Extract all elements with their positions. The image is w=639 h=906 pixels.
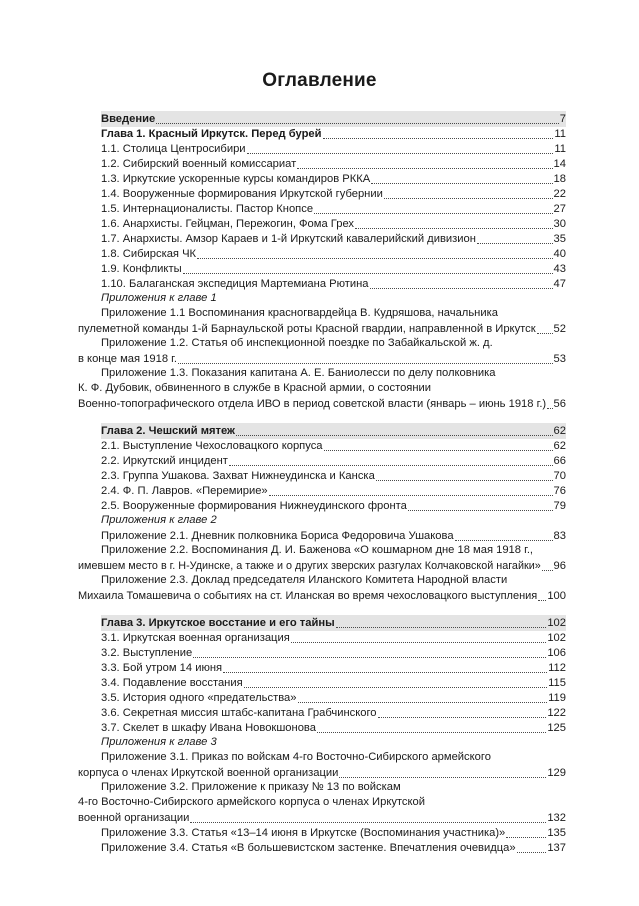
dot-leader <box>371 172 552 187</box>
dot-leader <box>291 631 547 646</box>
toc-page-number: 52 <box>553 323 566 335</box>
toc-entry <box>101 660 566 676</box>
toc-entry <box>101 453 566 469</box>
toc-entry-title: Приложение 2.2. Воспоминания Д. И. Баженова «О кошмарном дне 18 мая 1918 г., <box>101 544 534 556</box>
toc-entry-title: Приложение 3.1. Приказ по войскам 4-го Восточно-Сибирского армейского <box>101 751 491 763</box>
dot-leader <box>542 559 553 574</box>
toc-page-number: 135 <box>547 827 566 839</box>
toc-entry-title: 2.5. Вооруженные формирования Нижнеудинского фронта <box>101 500 407 512</box>
toc-page-number: 102 <box>547 617 566 629</box>
dot-leader <box>324 439 553 454</box>
dot-leader <box>223 661 547 676</box>
toc-entry <box>0 543 639 559</box>
toc-entry <box>101 141 566 157</box>
toc-entry-title: Приложение 3.4. Статья «В большевистском застенке. Впечатления очевидца» <box>101 842 516 854</box>
toc-entry <box>78 321 566 337</box>
dot-leader <box>156 112 559 127</box>
dot-leader <box>355 217 553 232</box>
toc-entry <box>0 573 639 589</box>
toc-page-number: 22 <box>553 188 566 200</box>
dot-leader <box>314 202 552 217</box>
dot-leader <box>244 676 547 691</box>
toc-entry <box>101 246 566 262</box>
toc-entry <box>101 468 566 484</box>
toc-page-number: 100 <box>547 590 566 602</box>
dot-leader <box>236 424 553 439</box>
dot-leader <box>193 646 546 661</box>
toc-page-number: 83 <box>553 530 566 542</box>
dot-leader <box>178 352 553 367</box>
toc-page-number: 132 <box>547 812 566 824</box>
toc-entry <box>0 306 639 322</box>
toc-entry-title: Глава 3. Иркутское восстание и его тайны <box>101 617 335 629</box>
toc-entry <box>101 216 566 232</box>
toc-entry <box>101 483 566 499</box>
toc-page-number: 125 <box>547 722 566 734</box>
toc-entry-title: Приложение 3.2. Приложение к приказу № 13 по войскам <box>101 781 401 793</box>
toc-entry-title: Приложение 2.1. Дневник полковника Бориса Федоровича Ушакова <box>101 530 454 542</box>
toc-page-number: 70 <box>553 470 566 482</box>
toc-page-number: 40 <box>553 248 566 260</box>
toc-entry-title: 1.3. Иркутские ускоренные курсы командиров РККА <box>101 173 371 185</box>
dot-leader <box>297 157 552 172</box>
toc-entry <box>0 795 639 811</box>
toc-entry <box>101 276 566 292</box>
toc-chapter-entry <box>101 615 566 631</box>
toc-entry <box>78 810 566 826</box>
toc-entry-title: 3.6. Секретная миссия штабс-капитана Грабчинского <box>101 707 377 719</box>
toc-entry-title: Глава 1. Красный Иркутск. Перед бурей <box>101 128 322 140</box>
dot-leader <box>323 127 554 142</box>
dot-leader <box>298 691 548 706</box>
dot-leader <box>538 589 546 604</box>
toc-entry-title: 3.5. История одного «предательства» <box>101 692 297 704</box>
toc-entry-title: 2.4. Ф. П. Лавров. «Перемирие» <box>101 485 268 497</box>
toc-entry <box>101 630 566 646</box>
toc-entry-title: 1.7. Анархисты. Амзор Караев и 1-й Иркутский кавалерийский дивизион <box>101 233 476 245</box>
toc-entry-title: Приложение 3.3. Статья «13–14 июня в Иркутске (Воспоминания участника)» <box>101 827 506 839</box>
toc-page-number: 11 <box>554 143 566 155</box>
toc-entry-title: 3.4. Подавление восстания <box>101 677 243 689</box>
dot-leader <box>247 142 554 157</box>
toc-entry <box>101 675 566 691</box>
toc-page-number: 14 <box>553 158 566 170</box>
dot-leader <box>537 322 553 337</box>
toc-chapter-entry <box>101 111 566 127</box>
toc-entry-title: корпуса о членах Иркутской военной организации <box>78 767 339 779</box>
dot-leader <box>269 484 553 499</box>
toc-entry-title: 1.5. Интернационалисты. Пастор Кнопсе <box>101 203 314 215</box>
toc-page-number: 96 <box>553 560 566 572</box>
toc-entry <box>101 231 566 247</box>
toc-page-number: 106 <box>547 647 566 659</box>
toc-entry <box>101 705 566 721</box>
toc-entry-title: имевшем место в г. Н-Удинске, а также и о других зверских разгулах Колчаковской нагайки» <box>78 560 541 572</box>
toc-appendix-heading <box>0 513 639 529</box>
toc-entry <box>78 588 566 604</box>
dot-leader <box>455 529 553 544</box>
toc-entry-title: Приложение 1.3. Показания капитана А. Е. Баниолесси по делу полковника <box>101 367 496 379</box>
toc-entry <box>101 438 566 454</box>
toc-entry <box>101 261 566 277</box>
dot-leader <box>183 262 553 277</box>
toc-entry-title: 1.8. Сибирская ЧК <box>101 248 197 260</box>
dot-leader <box>229 454 553 469</box>
toc-entry <box>101 720 566 736</box>
dot-leader <box>408 499 553 514</box>
toc-entry-title: 3.3. Бой утром 14 июня <box>101 662 223 674</box>
dot-leader <box>370 277 553 292</box>
toc-entry-title: Михаила Томашевича о событиях на ст. Иланская во время чехословацкого выступления <box>78 590 538 602</box>
toc-entry-title: 1.6. Анархисты. Гейцман, Пережогин, Фома Грех <box>101 218 355 230</box>
dot-leader <box>317 721 546 736</box>
dot-leader <box>376 469 553 484</box>
dot-leader <box>378 706 547 721</box>
toc-entry-title: 3.2. Выступление <box>101 647 193 659</box>
toc-page-number: 79 <box>553 500 566 512</box>
toc-entry <box>0 336 639 352</box>
toc-page-number: 129 <box>547 767 566 779</box>
dot-leader <box>517 841 547 856</box>
dot-leader <box>339 766 546 781</box>
toc-page-number: 56 <box>553 398 566 410</box>
toc-page-number: 18 <box>553 173 566 185</box>
toc-entry-title: Приложение 1.2. Статья об инспекционной поездке по Забайкальской ж. д. <box>101 337 493 349</box>
toc-entry-title: Введение <box>101 113 156 125</box>
dot-leader <box>477 232 553 247</box>
dot-leader <box>506 826 546 841</box>
toc-entry <box>101 690 566 706</box>
toc-entry <box>78 765 566 781</box>
toc-entry-title: пулеметной команды 1-й Барнаульской роты Красной гвардии, направленной в Иркутск <box>78 323 536 335</box>
toc-page-number: 62 <box>553 440 566 452</box>
toc-entry-title: 1.10. Балаганская экспедиция Мартемиана Рютина <box>101 278 369 290</box>
toc-entry-title: 2.1. Выступление Чехословацкого корпуса <box>101 440 323 452</box>
toc-page-number: 76 <box>553 485 566 497</box>
dot-leader <box>336 616 547 631</box>
toc-entry-title: в конце мая 1918 г. <box>78 353 177 365</box>
toc-chapter-entry <box>101 126 566 142</box>
toc-page-number: 102 <box>547 632 566 644</box>
toc-entry-title: 1.2. Сибирский военный комиссариат <box>101 158 297 170</box>
toc-entry-title: 2.3. Группа Ушакова. Захват Нижнеудинска и Канска <box>101 470 375 482</box>
toc-entry-title: 1.4. Вооруженные формирования Иркутской губернии <box>101 188 383 200</box>
toc-entry-title: 4-го Восточно-Сибирского армейского корпуса о членах Иркутской <box>78 796 426 808</box>
toc-entry-title: Приложение 2.3. Доклад председателя Иланского Комитета Народной власти <box>101 574 508 586</box>
toc-entry-title: 3.1. Иркутская военная организация <box>101 632 290 644</box>
toc-page-number: 7 <box>559 113 566 125</box>
toc-chapter-entry <box>101 423 566 439</box>
toc-page-number: 66 <box>553 455 566 467</box>
toc-page-number: 115 <box>548 677 566 689</box>
toc-page-number: 43 <box>553 263 566 275</box>
toc-entry-title: Приложения к главе 3 <box>101 736 217 748</box>
toc-page-number: 47 <box>553 278 566 290</box>
toc-entry <box>78 351 566 367</box>
toc-appendix-heading <box>0 735 639 751</box>
page-title: Оглавление <box>262 70 377 91</box>
toc-entry <box>0 366 639 382</box>
toc-entry-title: 2.2. Иркутский инцидент <box>101 455 228 467</box>
toc-page-number: 11 <box>554 128 566 140</box>
toc-entry-title: военной организации <box>78 812 190 824</box>
dot-leader <box>190 811 546 826</box>
toc-page-number: 62 <box>553 425 566 437</box>
toc-entry <box>0 750 639 766</box>
toc-page-number: 27 <box>553 203 566 215</box>
toc-entry <box>78 396 566 412</box>
toc-page-number: 53 <box>553 353 566 365</box>
toc-appendix-heading <box>0 291 639 307</box>
dot-leader <box>547 397 552 412</box>
toc-entry <box>101 171 566 187</box>
toc-page-number: 30 <box>553 218 566 230</box>
toc-entry-title: Приложения к главе 1 <box>101 292 217 304</box>
toc-entry-title: Приложения к главе 2 <box>101 514 217 526</box>
dot-leader <box>197 247 552 262</box>
toc-entry <box>101 645 566 661</box>
toc-entry <box>101 825 566 841</box>
toc-entry-title: Приложение 1.1 Воспоминания красногвардейца В. Кудряшова, начальника <box>101 307 498 319</box>
toc-entry <box>101 186 566 202</box>
toc-entry <box>101 201 566 217</box>
toc-entry <box>78 558 566 574</box>
toc-entry-title: Глава 2. Чешский мятеж <box>101 425 235 437</box>
toc-entry <box>101 840 566 856</box>
toc-entry <box>101 156 566 172</box>
toc-page-number: 122 <box>547 707 566 719</box>
toc-entry-title: 1.9. Конфликты <box>101 263 182 275</box>
toc-entry-title: 1.1. Столица Центросибири <box>101 143 246 155</box>
toc-page-number: 137 <box>547 842 566 854</box>
toc-page-number: 119 <box>548 692 566 704</box>
toc-page-number: 112 <box>548 662 566 674</box>
toc-entry <box>101 528 566 544</box>
toc-entry <box>0 780 639 796</box>
dot-leader <box>384 187 553 202</box>
toc-entry <box>0 381 639 397</box>
toc-page-number: 35 <box>553 233 566 245</box>
toc-entry-title: К. Ф. Дубовик, обвиненного в службе в Красной армии, о состоянии <box>78 382 432 394</box>
toc-entry <box>101 498 566 514</box>
toc-entry-title: Военно-топографического отдела ИВО в период советской власти (январь – июнь 1918 г.) <box>78 398 547 410</box>
toc-entry-title: 3.7. Скелет в шкафу Ивана Новокшонова <box>101 722 316 734</box>
